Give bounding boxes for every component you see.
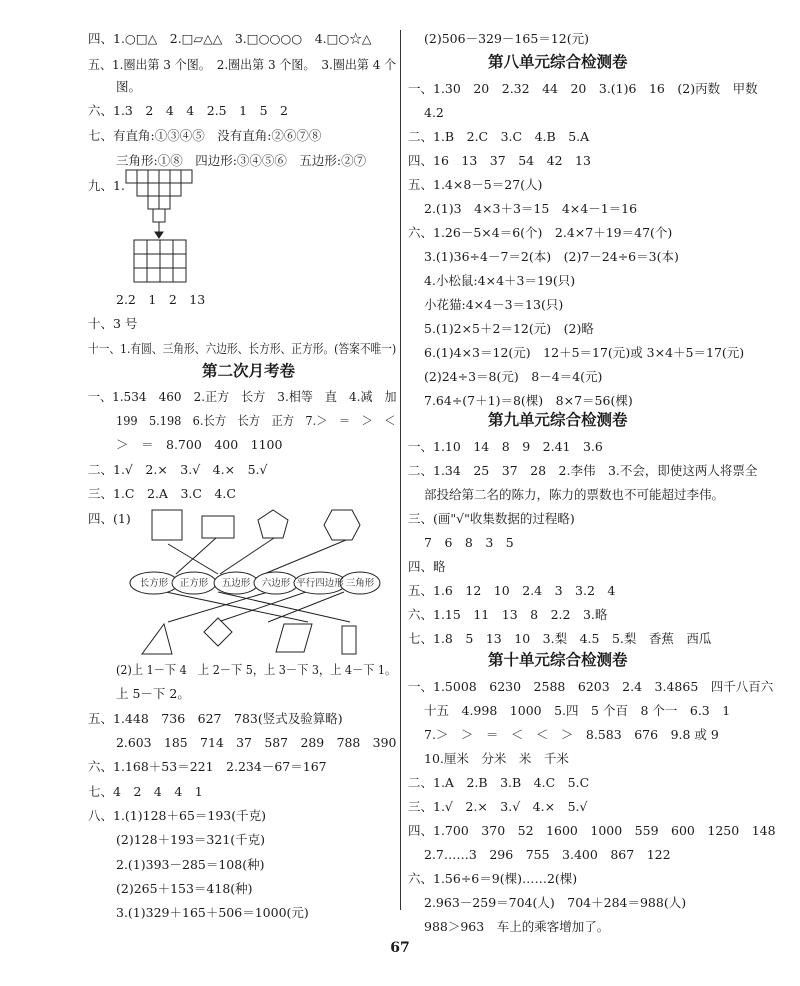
answer-line: 七、1.8 5 13 10 3.梨 4.5 5.梨 香蕉 西瓜 <box>408 631 712 646</box>
answer-line: 十、3 号 <box>88 316 138 331</box>
section-title: 第八单元综合检测卷 <box>488 53 628 71</box>
answer-line: 七、4 2 4 4 1 <box>88 784 203 799</box>
answer-line: 四、1.700 370 52 1600 1000 559 600 1250 148 <box>408 823 776 838</box>
answer-line: 十五 4.998 1000 5.四 5 个百 8 个一 6.3 1 <box>424 703 731 718</box>
cloud-label: 正方形 <box>179 578 209 589</box>
cloud-label: 三角形 <box>345 578 375 589</box>
answer-line: 2.2 1 2 13 <box>116 292 206 307</box>
answer-line: 四、(1) <box>88 511 131 526</box>
answer-line: 2.(1)3 4×3＋3＝15 4×4－1＝16 <box>424 201 638 216</box>
answer-line: 四、略 <box>408 559 446 574</box>
answer-line: 小花猫:4×4－3＝13(只) <box>424 297 564 312</box>
answer-line: 199 5.198 6.长方 长方 正方 7.＞ ＝ ＞ ＜ <box>116 413 396 428</box>
answer-line: 一、1.30 20 2.32 44 20 3.(1)6 16 (2)丙数 甲数 <box>408 81 758 96</box>
answer-line: 一、1.10 14 8 9 2.41 3.6 <box>408 439 603 454</box>
answer-line: (2)128＋193＝321(千克) <box>116 832 266 847</box>
cloud-label: 长方形 <box>139 578 169 589</box>
answer-line: 六、1.26－5×4＝6(个) 2.4×7＋19＝47(个) <box>408 225 673 240</box>
answer-line: 七、有直角:①③④⑤ 没有直角:②⑥⑦⑧ <box>88 128 322 143</box>
answer-line: 四、16 13 37 54 42 13 <box>408 153 591 168</box>
answer-line: 五、1.448 736 627 783(竖式及验算略) <box>88 711 343 726</box>
column-divider <box>400 30 401 910</box>
answer-line: 九、1. <box>88 178 125 193</box>
answer-line: 二、1.B 2.C 3.C 4.B 5.A <box>408 129 590 144</box>
answer-line: 6.(1)4×3＝12(元) 12＋5＝17(元)或 3×4＋5＝17(元) <box>424 345 745 360</box>
cloud-label: 六边形 <box>261 578 291 589</box>
section-title: 第二次月考卷 <box>202 362 296 380</box>
answer-line: 上 5－下 2。 <box>116 686 190 701</box>
answer-line: 2.963－259＝704(人) 704＋284＝988(人) <box>424 895 687 910</box>
section-title: 第十单元综合检测卷 <box>488 651 628 669</box>
answer-line: (2)506－329－165＝12(元) <box>424 31 589 46</box>
answer-line: (2)265＋153＝418(种) <box>116 881 253 896</box>
tile-figure <box>126 170 216 285</box>
answer-line: 图。 <box>116 79 142 94</box>
answer-line: 六、1.168＋53＝221 2.234－67＝167 <box>88 759 327 774</box>
answer-line: ＞ ＝ 8.700 400 1100 <box>116 437 283 452</box>
answer-line: (2)上 1－下 4 上 2－下 5，上 3－下 3，上 4－下 1。 <box>116 662 397 677</box>
answer-line: 部投给第二名的陈力，陈力的票数也不可能超过李伟。 <box>424 487 725 502</box>
answer-line: 六、1.15 11 13 8 2.2 3.略 <box>408 607 608 622</box>
answer-line: 四、1.○□△ 2.□▱△△ 3.□○○○○ 4.□○☆△ <box>88 31 372 46</box>
shape-matching-figure <box>128 506 378 656</box>
answer-line: 5.(1)2×5＋2＝12(元) (2)略 <box>424 321 594 336</box>
answer-line: 二、1.√ 2.× 3.√ 4.× 5.√ <box>88 462 268 477</box>
answer-line: 十一、1.有圆、三角形、六边形、长方形、正方形。(答案不唯一) <box>88 341 397 356</box>
answer-line: 4.小松鼠:4×4＋3＝19(只) <box>424 273 576 288</box>
cloud-label: 五边形 <box>221 578 251 589</box>
answer-line: 2.(1)393－285＝108(种) <box>116 857 265 872</box>
answer-line: 988＞963 车上的乘客增加了。 <box>424 919 610 934</box>
answer-line: 六、1.56÷6＝9(棵)……2(棵) <box>408 871 578 886</box>
answer-line: 三、(画"√"收集数据的过程略) <box>408 511 575 526</box>
answer-line: 一、1.534 460 2.正方 长方 3.相等 直 4.减 加 <box>88 389 397 404</box>
section-title: 第九单元综合检测卷 <box>488 411 628 429</box>
answer-line: 7.64÷(7＋1)＝8(棵) 8×7＝56(棵) <box>424 393 633 408</box>
answer-line: 三、1.C 2.A 3.C 4.C <box>88 486 236 501</box>
answer-line: 三角形:①⑧ 四边形:③④⑤⑥ 五边形:②⑦ <box>116 153 367 168</box>
answer-line: 7.＞ ＞ ＝ ＜ ＜ ＞ 8.583 676 9.8 或 9 <box>424 727 719 742</box>
answer-line: 7 6 8 3 5 <box>424 535 514 550</box>
answer-line: (2)24÷3＝8(元) 8－4＝4(元) <box>424 369 603 384</box>
page-number: 67 <box>390 940 410 956</box>
answer-line: 4.2 <box>424 105 444 120</box>
answer-line: 2.7……3 296 755 3.400 867 122 <box>424 847 671 862</box>
answer-line: 二、1.A 2.B 3.B 4.C 5.C <box>408 775 590 790</box>
answer-line: 八、1.(1)128＋65＝193(千克) <box>88 808 267 823</box>
answer-line: 五、1.圈出第 3 个图。 2.圈出第 3 个图。 3.圈出第 4 个 <box>88 57 397 72</box>
answer-line: 六、1.3 2 4 4 2.5 1 5 2 <box>88 103 288 118</box>
cloud-label: 平行四边形 <box>296 578 344 589</box>
answer-line: 一、1.5008 6230 2588 6203 2.4 3.4865 四千八百六 <box>408 679 774 694</box>
answer-line: 2.603 185 714 37 587 289 788 390 <box>116 735 397 750</box>
answer-line: 3.(1)36÷4－7＝2(本) (2)7－24÷6＝3(本) <box>424 249 679 264</box>
answer-line: 10.厘米 分米 米 千米 <box>424 751 569 766</box>
answer-line: 五、1.4×8－5＝27(人) <box>408 177 543 192</box>
answer-line: 五、1.6 12 10 2.4 3 3.2 4 <box>408 583 616 598</box>
answer-line: 三、1.√ 2.× 3.√ 4.× 5.√ <box>408 799 588 814</box>
answer-line: 二、1.34 25 37 28 2.李伟 3.不会，即使这两人将票全 <box>408 463 758 478</box>
answer-line: 3.(1)329＋165＋506＝1000(元) <box>116 905 309 920</box>
